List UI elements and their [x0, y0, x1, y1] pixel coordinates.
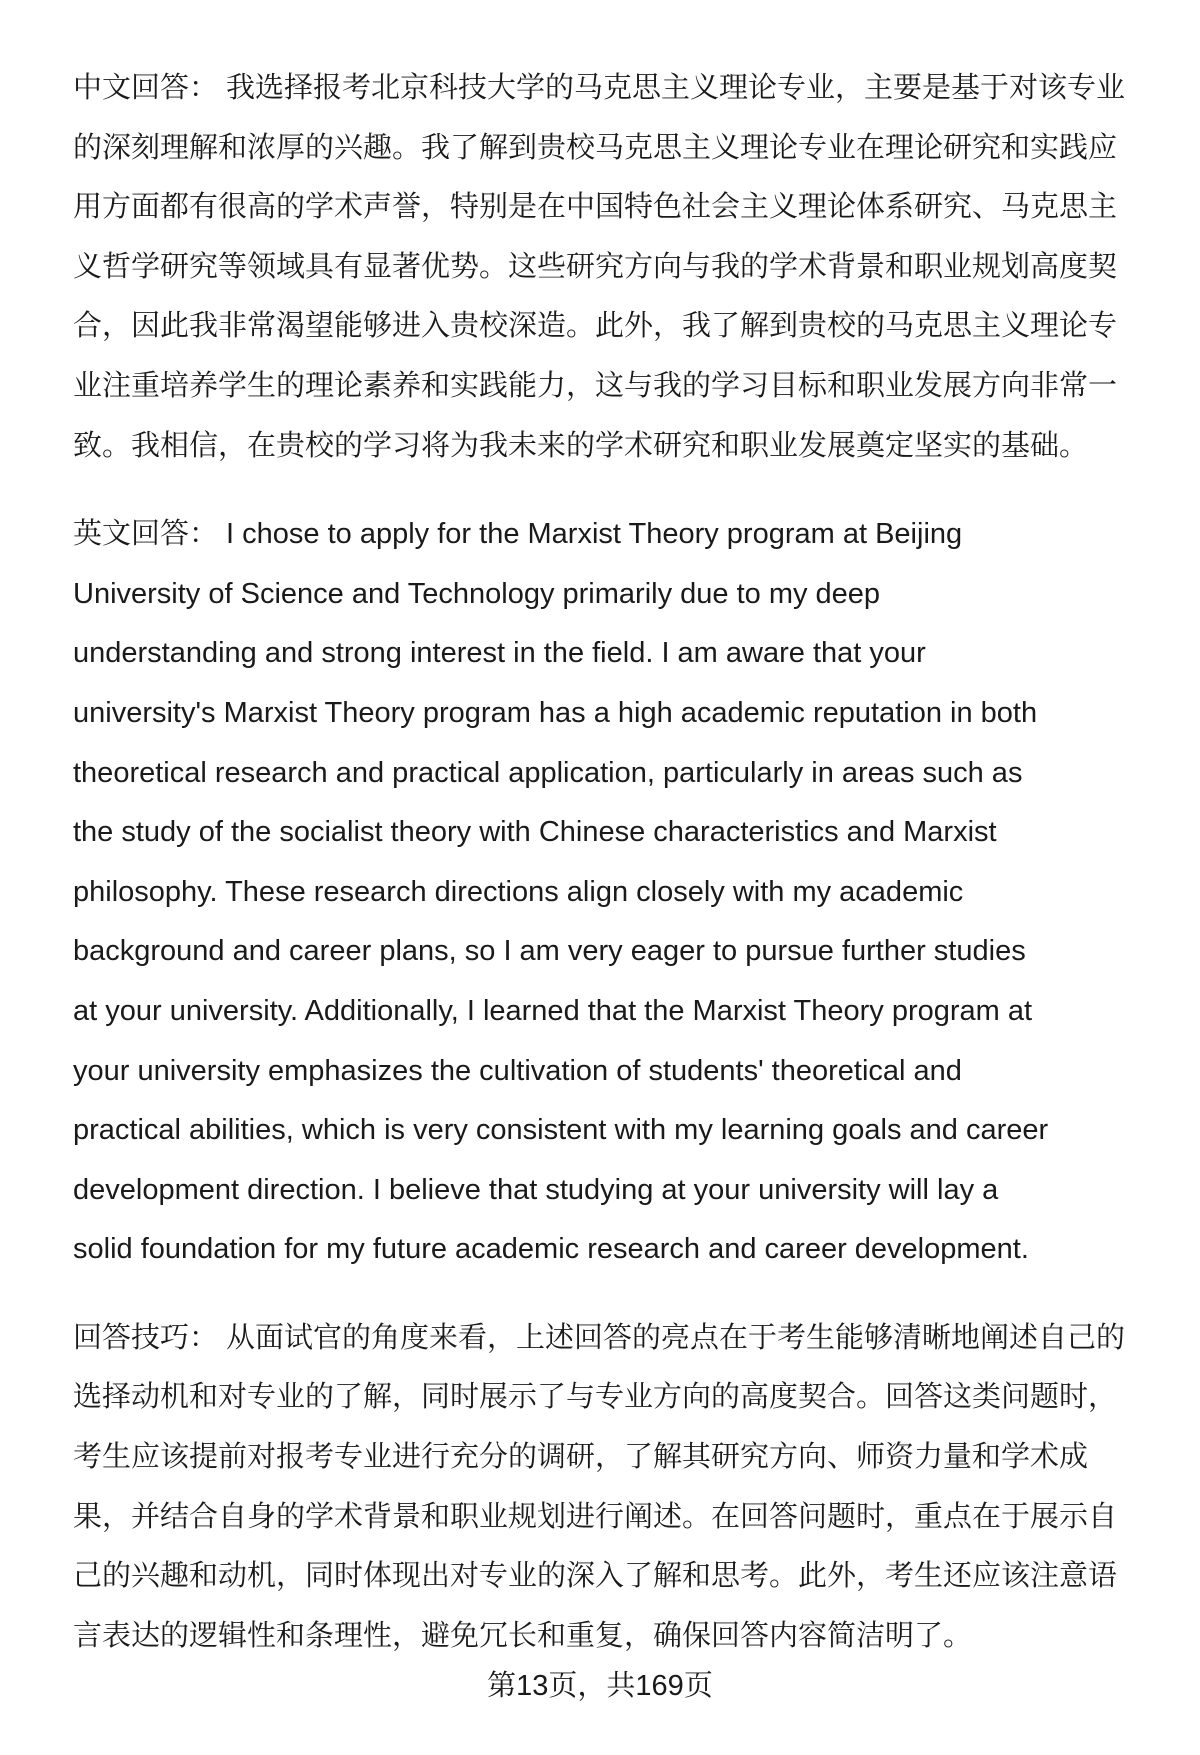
- text-line: 果，并结合自身的学术背景和职业规划进行阐述。在回答问题时，重点在于展示自: [73, 1500, 1118, 1533]
- text-line: University of Science and Technology primarily due to my deep: [73, 577, 881, 610]
- text-line: background and career plans, so I am very eager to pursue further studies: [73, 935, 1026, 968]
- text-line: 致。我相信，在贵校的学习将为我未来的学术研究和职业发展奠定坚实的基础。: [73, 429, 1089, 462]
- text-line: 回答技巧： 从面试官的角度来看，上述回答的亮点在于考生能够清晰地阐述自己的: [73, 1321, 1126, 1354]
- text-line: 业注重培养学生的理论素养和实践能力，这与我的学习目标和职业发展方向非常一: [73, 369, 1118, 402]
- text-line: your university emphasizes the cultivation of students' theoretical and: [73, 1054, 962, 1087]
- text-line: at your university. Additionally, I learned that the Marxist Theory program at: [73, 994, 1033, 1027]
- text-line: understanding and strong interest in the field. I am aware that your: [73, 637, 926, 670]
- text-line: 考生应该提前对报考专业进行充分的调研，了解其研究方向、师资力量和学术成: [73, 1441, 1089, 1474]
- text-line: 用方面都有很高的学术声誉，特别是在中国特色社会主义理论体系研究、马克思主: [73, 191, 1118, 224]
- answer-tips-paragraph: [73, 1309, 1163, 1667]
- text-line: practical abilities, which is very consistent with my learning goals and career: [73, 1114, 1049, 1147]
- text-line: university's Marxist Theory program has a high academic reputation in both: [73, 696, 1038, 729]
- text-line: theoretical research and practical application, particularly in areas such as: [73, 756, 1023, 789]
- text-line: development direction. I believe that studying at your university will lay a: [73, 1173, 999, 1206]
- text-line: 英文回答： I chose to apply for the Marxist Theory program at Beijing: [73, 518, 963, 551]
- text-line: 己的兴趣和动机，同时体现出对专业的深入了解和思考。此外，考生还应该注意语: [73, 1560, 1118, 1593]
- text-line: 言表达的逻辑性和条理性，避免冗长和重复，确保回答内容简洁明了。: [73, 1619, 973, 1652]
- text-line: philosophy. These research directions align closely with my academic: [73, 875, 964, 908]
- text-line: 中文回答： 我选择报考北京科技大学的马克思主义理论专业，主要是基于对该专业: [73, 72, 1126, 104]
- text-line: 选择动机和对专业的了解，同时展示了与专业方向的高度契合。回答这类问题时，: [73, 1381, 1118, 1414]
- document-page: [73, 59, 1163, 1695]
- page-indicator: 第13页，共169页: [487, 1670, 713, 1702]
- text-line: 合，因此我非常渴望能够进入贵校深造。此外，我了解到贵校的马克思主义理论专: [73, 310, 1118, 343]
- text-line: 的深刻理解和浓厚的兴趣。我了解到贵校马克思主义理论专业在理论研究和实践应: [73, 131, 1118, 164]
- chinese-answer-paragraph: [73, 59, 1163, 476]
- text-line: solid foundation for my future academic research and career development.: [73, 1233, 1029, 1266]
- english-answer-paragraph: [73, 505, 1163, 1280]
- text-line: the study of the socialist theory with Chinese characteristics and Marxist: [73, 816, 997, 849]
- text-line: 义哲学研究等领域具有显著优势。这些研究方向与我的学术背景和职业规划高度契: [73, 250, 1118, 283]
